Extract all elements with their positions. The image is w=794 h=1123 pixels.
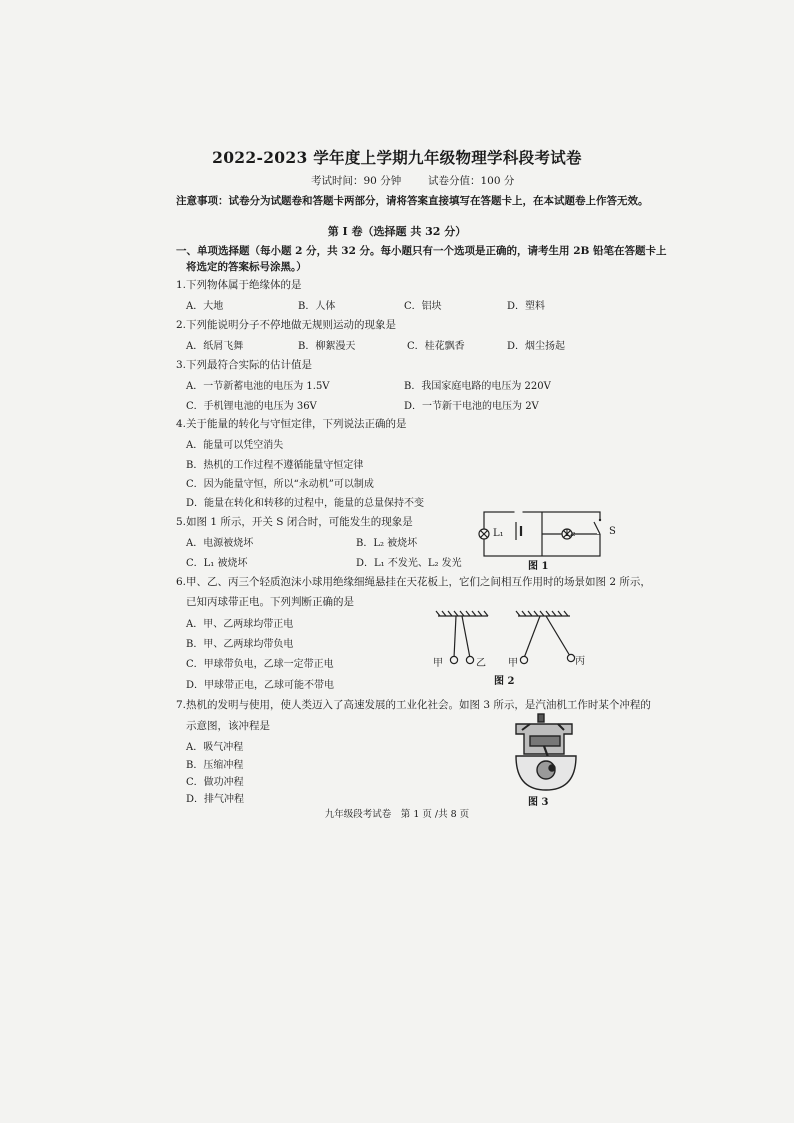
question-2-option-b: B．柳絮漫天 bbox=[298, 341, 356, 352]
question-7-option-b: B．压缩冲程 bbox=[186, 760, 244, 771]
question-4-option-a: A．能量可以凭空消失 bbox=[186, 440, 284, 451]
question-1-option-c: C．铝块 bbox=[404, 301, 442, 312]
question-5-option-a: A．电源被烧坏 bbox=[186, 538, 254, 549]
notice-text: 注意事项：试卷分为试题卷和答题卡两部分，请将答案直接填写在答题卡上，在本试题卷上作答无效。 bbox=[176, 195, 649, 207]
figure-1-label-l1: L₁ bbox=[493, 528, 504, 539]
figure-1-label-s: S bbox=[609, 526, 616, 537]
question-6-option-c: C．甲球带负电，乙球一定带正电 bbox=[186, 659, 334, 670]
question-1-stem: 1.下列物体属于绝缘体的是 bbox=[176, 279, 302, 291]
question-1-option-b: B．人体 bbox=[298, 301, 336, 312]
exam-score: 试卷分值：100 分 bbox=[428, 175, 515, 187]
question-5-option-d: D．L₁ 不发光、L₂ 发光 bbox=[356, 558, 462, 569]
figure-2-ball-b: 乙 bbox=[476, 658, 486, 669]
question-5-option-c: C．L₁ 被烧坏 bbox=[186, 558, 248, 569]
question-6-option-b: B．甲、乙两球均带负电 bbox=[186, 639, 294, 650]
question-3-option-a: A．一节新蓄电池的电压为 1.5V bbox=[186, 381, 330, 392]
question-6-stem-line2: 已知丙球带正电。下列判断正确的是 bbox=[186, 596, 354, 608]
exam-time: 考试时间：90 分钟 bbox=[311, 175, 402, 187]
question-7-stem-line2: 示意图，该冲程是 bbox=[186, 720, 270, 732]
question-4-option-b: B．热机的工作过程不遵循能量守恒定律 bbox=[186, 460, 364, 471]
question-2-stem: 2.下列能说明分子不停地做无规则运动的现象是 bbox=[176, 319, 397, 331]
question-4-stem: 4.关于能量的转化与守恒定律，下列说法正确的是 bbox=[176, 418, 407, 430]
question-7-stem-line1: 7.热机的发明与使用，使人类迈入了高速发展的工业化社会。如图 3 所示，是汽油机工作时某个冲程的 bbox=[176, 699, 651, 711]
question-7-option-c: C．做功冲程 bbox=[186, 777, 244, 788]
question-6-stem-line1: 6.甲、乙、丙三个轻质泡沫小球用绝缘细绳悬挂在天花板上，它们之间相互作用时的场景如图 2 所示， bbox=[176, 576, 651, 588]
question-7-option-d: D．排气冲程 bbox=[186, 794, 245, 805]
question-3-stem: 3.下列最符合实际的估计值是 bbox=[176, 359, 313, 371]
question-4-option-c: C．因为能量守恒，所以“永动机”可以制成 bbox=[186, 479, 374, 490]
question-2-option-a: A．纸屑飞舞 bbox=[186, 341, 244, 352]
figure-2-ball-a: 甲 bbox=[433, 658, 443, 669]
question-5-stem: 5.如图 1 所示，开关 S 闭合时，可能发生的现象是 bbox=[176, 516, 413, 528]
figure-1-caption: 图 1 bbox=[528, 561, 549, 572]
figure-1-label-l2: L₂ bbox=[565, 528, 576, 539]
figure-2-ball-c: 丙 bbox=[575, 656, 585, 667]
figure-3-engine-diagram bbox=[508, 712, 584, 792]
question-3-option-d: D．一节新干电池的电压为 2V bbox=[404, 401, 539, 412]
question-6-option-a: A．甲、乙两球均带正电 bbox=[186, 619, 294, 630]
page-footer: 九年级段考试卷 第 1 页 /共 8 页 bbox=[324, 809, 470, 820]
question-1-option-a: A．大地 bbox=[186, 301, 224, 312]
question-6-option-d: D．甲球带正电，乙球可能不带电 bbox=[186, 680, 335, 691]
question-3-option-c: C．手机锂电池的电压为 36V bbox=[186, 401, 317, 412]
figure-3-caption: 图 3 bbox=[528, 797, 549, 808]
section-heading-line1: 一、单项选择题（每小题 2 分，共 32 分。每小题只有一个选项是正确的，请考生用 2B 铅笔在答题卡上 bbox=[176, 245, 667, 257]
question-2-option-d: D．烟尘扬起 bbox=[507, 341, 566, 352]
question-7-option-a: A．吸气冲程 bbox=[186, 742, 244, 753]
question-3-option-b: B．我国家庭电路的电压为 220V bbox=[404, 381, 551, 392]
question-1-option-d: D．塑料 bbox=[507, 301, 546, 312]
figure-2-caption: 图 2 bbox=[494, 676, 515, 687]
part-title: 第 I 卷（选择题 共 32 分） bbox=[327, 225, 467, 238]
section-heading-line2: 将选定的答案标号涂黑。） bbox=[186, 261, 307, 273]
question-5-option-b: B．L₂ 被烧坏 bbox=[356, 538, 418, 549]
question-4-option-d: D．能量在转化和转移的过程中，能量的总量保持不变 bbox=[186, 498, 425, 509]
figure-2-ball-a2: 甲 bbox=[508, 658, 518, 669]
page-title: 2022-2023 学年度上学期九年级物理学科段考试卷 bbox=[212, 148, 582, 167]
question-2-option-c: C．桂花飘香 bbox=[407, 341, 465, 352]
